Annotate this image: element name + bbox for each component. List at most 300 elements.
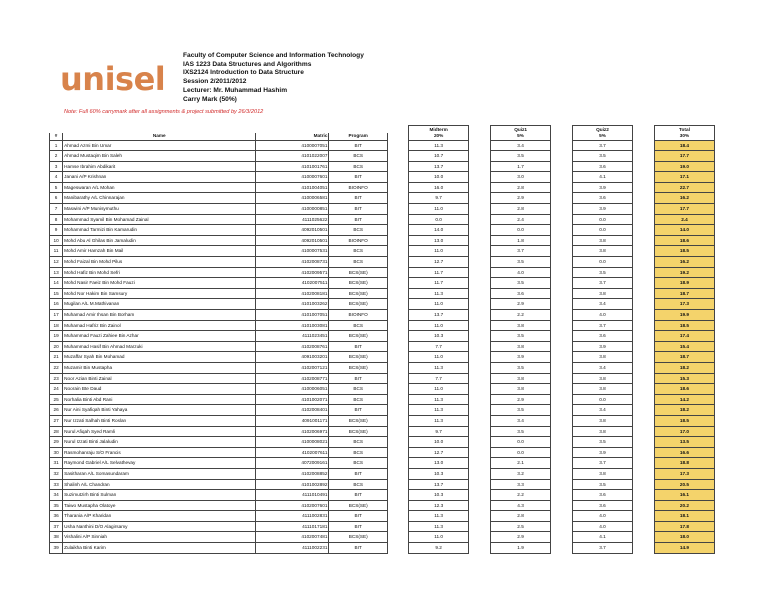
midterm-mark: 10.3 <box>409 490 469 501</box>
program-code: BIT <box>329 341 388 352</box>
total-mark: 16.2 <box>654 257 714 268</box>
row-number: 35 <box>50 500 63 511</box>
quiz1-mark: 3.8 <box>491 373 551 384</box>
table-row <box>50 468 715 479</box>
header-row <box>50 126 715 134</box>
program-code: BIT <box>329 511 388 522</box>
student-name: Ahmad Mustaqim Bin Saleh <box>63 151 256 162</box>
program-code: BCS(SE) <box>329 362 388 373</box>
program-code: BIT <box>329 373 388 384</box>
program-code: BIT <box>329 193 388 204</box>
matric-number: 4111002831 <box>256 511 329 522</box>
program-code: BCS <box>329 246 388 257</box>
quiz1-mark: 3.5 <box>491 278 551 289</box>
table-row <box>50 415 715 426</box>
quiz1-mark: 3.5 <box>491 362 551 373</box>
row-number: 12 <box>50 257 63 268</box>
quiz2-mark: 3.5 <box>573 151 633 162</box>
session-line: Session 2/2011/2012 <box>183 78 247 86</box>
row-number: 33 <box>50 479 63 490</box>
quiz2-mark: 3.9 <box>573 341 633 352</box>
row-number: 38 <box>50 532 63 543</box>
total-mark: 18.9 <box>654 278 714 289</box>
program-code: BCS(SE) <box>329 426 388 437</box>
matric-number: 4072009161 <box>256 458 329 469</box>
program-header: Program <box>329 133 388 140</box>
carry-mark-table <box>49 125 715 554</box>
matric-number: 4102008761 <box>256 341 329 352</box>
quiz2-mark: 3.8 <box>573 384 633 395</box>
total-mark: 18.4 <box>654 140 714 151</box>
quiz2-mark: 3.4 <box>573 405 633 416</box>
row-number: 6 <box>50 193 63 204</box>
row-number: 2 <box>50 151 63 162</box>
student-name: Nurul Izzati Binti Jalaludin <box>63 437 256 448</box>
midterm-mark: 11.0 <box>409 352 469 363</box>
midterm-mark: 9.7 <box>409 426 469 437</box>
midterm-mark: 11.3 <box>409 415 469 426</box>
midterm-mark: 7.7 <box>409 341 469 352</box>
quiz1-mark: 3.3 <box>491 479 551 490</box>
program-code: BCS <box>329 257 388 268</box>
student-name: Muhammad Fauzi Zahiee Bin Azhar <box>63 331 256 342</box>
program-code: BCS <box>329 458 388 469</box>
program-code: BCS <box>329 161 388 172</box>
quiz1-mark: 2.9 <box>491 394 551 405</box>
quiz2-weight: 5% <box>573 133 633 140</box>
student-name: Mohd Faizal Bin Mohd Pilus <box>63 257 256 268</box>
table-row <box>50 182 715 193</box>
table-row <box>50 257 715 268</box>
total-mark: 15.4 <box>654 341 714 352</box>
student-name: Noorain Bte Daud <box>63 384 256 395</box>
quiz1-mark: 3.5 <box>491 331 551 342</box>
total-mark: 17.3 <box>654 468 714 479</box>
student-name: Janani A/P Krishnan <box>63 172 256 183</box>
table-row <box>50 479 715 490</box>
student-name: Muzamir Bin Mustapha <box>63 362 256 373</box>
row-number: 5 <box>50 182 63 193</box>
student-name: Muzaffar Syah Bin Mohamad <box>63 352 256 363</box>
quiz2-mark: 3.9 <box>573 204 633 215</box>
row-number: 4 <box>50 172 63 183</box>
quiz2-mark: 4.0 <box>573 511 633 522</box>
quiz2-mark: 3.7 <box>573 278 633 289</box>
midterm-mark: 11.0 <box>409 532 469 543</box>
student-name: Shalinh A/L Chandran <box>63 479 256 490</box>
quiz1-mark: 1.8 <box>491 235 551 246</box>
course-line-1: IAS 1223 Data Structures and Algorithms <box>183 60 312 68</box>
matric-number: 4100007601 <box>256 172 329 183</box>
matric-number: 4101001761 <box>256 161 329 172</box>
matric-number: 4091001171 <box>256 415 329 426</box>
matric-number: 4100007531 <box>256 246 329 257</box>
quiz2-mark: 3.6 <box>573 161 633 172</box>
matric-number: 4100006051 <box>256 384 329 395</box>
matric-number: 4101002892 <box>256 479 329 490</box>
row-number: 37 <box>50 521 63 532</box>
student-name: Manibarathy A/L Chinnarajan <box>63 193 256 204</box>
quiz1-mark: 2.1 <box>491 458 551 469</box>
quiz2-mark: 3.6 <box>573 500 633 511</box>
midterm-mark: 12.7 <box>409 447 469 458</box>
total-mark: 15.3 <box>654 373 714 384</box>
student-name: Hamse Ibrahim Abdikarit <box>63 161 256 172</box>
quiz1-mark: 1.9 <box>491 543 551 554</box>
quiz2-mark: 4.1 <box>573 172 633 183</box>
midterm-mark: 11.3 <box>409 511 469 522</box>
matric-number: 4102007121 <box>256 362 329 373</box>
student-name: Usha Nanthini D/O Alagirsamy <box>63 521 256 532</box>
midterm-mark: 11.0 <box>409 320 469 331</box>
table-row <box>50 426 715 437</box>
table-row <box>50 437 715 448</box>
no-header: # <box>50 133 63 140</box>
matric-number: 4111023451 <box>256 331 329 342</box>
quiz1-mark: 0.0 <box>491 225 551 236</box>
table-row <box>50 500 715 511</box>
matric-number: 4102006971 <box>256 426 329 437</box>
student-name: Mugilan A/L M.Mathivanan <box>63 299 256 310</box>
row-number: 34 <box>50 490 63 501</box>
row-number: 32 <box>50 468 63 479</box>
table-row <box>50 193 715 204</box>
midterm-mark: 16.0 <box>409 182 469 193</box>
quiz1-mark: 2.2 <box>491 310 551 321</box>
document-heading <box>183 52 364 104</box>
total-mark: 20.5 <box>654 479 714 490</box>
student-name: Mohd Hafiz Bin Mohd Sefri <box>63 267 256 278</box>
total-mark: 18.1 <box>654 511 714 522</box>
midterm-mark: 12.3 <box>409 500 469 511</box>
row-number: 8 <box>50 214 63 225</box>
matric-number: 4092010501 <box>256 235 329 246</box>
student-name: Maswini A/P Munisymuthu <box>63 204 256 215</box>
student-name: Mohd Abu Al Ghilas Bin Jamaludin <box>63 235 256 246</box>
quiz2-mark: 0.0 <box>573 394 633 405</box>
quiz2-mark: 3.6 <box>573 490 633 501</box>
quiz2-mark: 0.0 <box>573 225 633 236</box>
quiz2-mark: 4.1 <box>573 532 633 543</box>
quiz1-mark: 2.9 <box>491 532 551 543</box>
total-mark: 18.5 <box>654 320 714 331</box>
midterm-mark: 0.0 <box>409 214 469 225</box>
total-mark: 20.2 <box>654 500 714 511</box>
table-row <box>50 362 715 373</box>
quiz1-mark: 4.0 <box>491 267 551 278</box>
table-row <box>50 352 715 363</box>
total-mark: 18.7 <box>654 288 714 299</box>
matric-number: 4102008401 <box>256 405 329 416</box>
course-line-2: IXS2124 Introduction to Data Structure <box>183 69 304 77</box>
quiz2-mark: 4.0 <box>573 310 633 321</box>
unisel-logo: unisel <box>60 60 166 98</box>
program-code: BCS(SE) <box>329 278 388 289</box>
quiz2-mark: 3.5 <box>573 479 633 490</box>
row-number: 9 <box>50 225 63 236</box>
matric-number: 4101002071 <box>256 394 329 405</box>
program-code: BIT <box>329 140 388 151</box>
total-mark: 17.7 <box>654 204 714 215</box>
total-mark: 16.1 <box>654 490 714 501</box>
matric-number: 4100008021 <box>256 437 329 448</box>
matric-number: 4102008731 <box>256 257 329 268</box>
program-code: BCS(SE) <box>329 500 388 511</box>
matric-number: 4101007051 <box>256 310 329 321</box>
matric-number: 4111002231 <box>256 543 329 554</box>
table-row <box>50 172 715 183</box>
quiz1-header: Quiz1 <box>491 126 551 134</box>
table-row <box>50 310 715 321</box>
row-number: 13 <box>50 267 63 278</box>
midterm-mark: 11.7 <box>409 278 469 289</box>
program-code: BCS <box>329 151 388 162</box>
matric-number: 4102009571 <box>256 267 329 278</box>
program-code: BCS <box>329 479 388 490</box>
total-mark: 17.4 <box>654 331 714 342</box>
student-name: Zulaikha Binti Karim <box>63 543 256 554</box>
student-name: Vishalini A/P Sinniah <box>63 532 256 543</box>
midterm-mark: 11.0 <box>409 384 469 395</box>
quiz1-mark: 2.8 <box>491 204 551 215</box>
total-mark: 16.6 <box>654 447 714 458</box>
midterm-mark: 9.7 <box>409 193 469 204</box>
table-row <box>50 532 715 543</box>
quiz2-mark: 3.4 <box>573 299 633 310</box>
total-header: Total <box>654 126 714 134</box>
program-code: BCS(SE) <box>329 331 388 342</box>
total-mark: 19.0 <box>654 161 714 172</box>
student-name: Raymond Gabriel A/L Selvathevay <box>63 458 256 469</box>
matric-number: 4101003081 <box>256 320 329 331</box>
matric-number: 4100006581 <box>256 193 329 204</box>
student-name: Suzimutzirh Binti Sulman <box>63 490 256 501</box>
matric-number: 4101004051 <box>256 182 329 193</box>
student-name: Muhamad Hafriz Bin Zainol <box>63 320 256 331</box>
matric-number: 4100007051 <box>256 140 329 151</box>
program-code: BIT <box>329 204 388 215</box>
quiz2-mark: 0.0 <box>573 257 633 268</box>
quiz2-mark: 3.6 <box>573 331 633 342</box>
midterm-mark: 11.0 <box>409 246 469 257</box>
quiz2-mark: 3.6 <box>573 193 633 204</box>
midterm-mark: 13.7 <box>409 479 469 490</box>
matric-number: 4102007481 <box>256 532 329 543</box>
program-code: BCS(SE) <box>329 352 388 363</box>
program-code: BCS <box>329 320 388 331</box>
row-number: 7 <box>50 204 63 215</box>
quiz2-mark: 3.5 <box>573 267 633 278</box>
total-mark: 14.9 <box>654 543 714 554</box>
midterm-mark: 11.3 <box>409 288 469 299</box>
row-number: 22 <box>50 362 63 373</box>
midterm-mark: 11.0 <box>409 204 469 215</box>
quiz1-mark: 3.8 <box>491 320 551 331</box>
midterm-mark: 13.0 <box>409 235 469 246</box>
midterm-mark: 13.7 <box>409 310 469 321</box>
program-code: BIT <box>329 214 388 225</box>
student-name: Sasitharan A/L Somasundaram <box>63 468 256 479</box>
matric-number: 4101003262 <box>256 299 329 310</box>
program-code: BIOINFO <box>329 182 388 193</box>
table-row <box>50 246 715 257</box>
quiz1-mark: 2.9 <box>491 193 551 204</box>
row-number: 17 <box>50 310 63 321</box>
total-mark: 14.0 <box>654 225 714 236</box>
program-code: BCS <box>329 447 388 458</box>
quiz1-mark: 3.5 <box>491 426 551 437</box>
quiz2-mark: 3.9 <box>573 447 633 458</box>
table-row <box>50 373 715 384</box>
quiz2-header: Quiz2 <box>573 126 633 134</box>
quiz1-weight: 5% <box>491 133 551 140</box>
matric-number: 4102007601 <box>256 500 329 511</box>
quiz1-mark: 3.6 <box>491 288 551 299</box>
student-name: Noor Azian Binti Zainal <box>63 373 256 384</box>
total-mark: 13.5 <box>654 437 714 448</box>
lecturer-line: Lecturer: Mr. Muhammad Hashim <box>183 86 288 94</box>
matric-number: 4111017181 <box>256 521 329 532</box>
matric-number: 4091003201 <box>256 352 329 363</box>
total-mark: 18.6 <box>654 384 714 395</box>
program-code: BCS(SE) <box>329 267 388 278</box>
student-name: Mohammad Tarmizi Bin Kamarudin <box>63 225 256 236</box>
table-row <box>50 511 715 522</box>
total-mark: 17.8 <box>654 521 714 532</box>
quiz1-mark: 2.8 <box>491 511 551 522</box>
row-number: 11 <box>50 246 63 257</box>
row-number: 39 <box>50 543 63 554</box>
row-number: 31 <box>50 458 63 469</box>
student-name: Muhamad Amir Ihsan Bin Borham <box>63 310 256 321</box>
quiz1-mark: 2.9 <box>491 299 551 310</box>
total-mark: 17.0 <box>654 426 714 437</box>
midterm-mark: 10.7 <box>409 151 469 162</box>
quiz2-mark: 3.8 <box>573 288 633 299</box>
table-row <box>50 288 715 299</box>
midterm-mark: 13.0 <box>409 458 469 469</box>
quiz2-mark: 3.9 <box>573 182 633 193</box>
student-name: Rasmohanraju S/O Francis <box>63 447 256 458</box>
table-row <box>50 405 715 416</box>
student-name: Mohd Nasir Faeiz Bin Mohd Fauzi <box>63 278 256 289</box>
quiz2-mark: 3.8 <box>573 426 633 437</box>
table-row <box>50 394 715 405</box>
program-code: BIOINFO <box>329 235 388 246</box>
midterm-mark: 14.0 <box>409 225 469 236</box>
total-mark: 16.2 <box>654 193 714 204</box>
row-number: 30 <box>50 447 63 458</box>
row-number: 16 <box>50 299 63 310</box>
quiz1-mark: 3.0 <box>491 172 551 183</box>
student-name: Norhalia Binti Abd Rani <box>63 394 256 405</box>
midterm-weight: 20% <box>409 133 469 140</box>
total-mark: 14.2 <box>654 394 714 405</box>
matric-number: 4111025622 <box>256 214 329 225</box>
total-mark: 22.7 <box>654 182 714 193</box>
program-code: BCS <box>329 384 388 395</box>
total-mark: 19.2 <box>654 267 714 278</box>
table-row <box>50 447 715 458</box>
row-number: 23 <box>50 373 63 384</box>
total-mark: 18.0 <box>654 532 714 543</box>
total-mark: 18.2 <box>654 362 714 373</box>
quiz2-mark: 3.8 <box>573 468 633 479</box>
table-row <box>50 161 715 172</box>
submission-note: Note: Full 60% carrymark after all assignments & project submitted by 26/3/2012 <box>64 109 264 115</box>
row-number: 18 <box>50 320 63 331</box>
quiz2-mark: 3.4 <box>573 362 633 373</box>
row-number: 24 <box>50 384 63 395</box>
midterm-mark: 11.3 <box>409 394 469 405</box>
total-mark: 18.8 <box>654 458 714 469</box>
program-code: BIT <box>329 521 388 532</box>
program-code: BIT <box>329 543 388 554</box>
midterm-mark: 7.7 <box>409 373 469 384</box>
quiz1-mark: 2.4 <box>491 214 551 225</box>
matric-number: 4100000851 <box>256 204 329 215</box>
quiz1-mark: 3.4 <box>491 140 551 151</box>
table-row <box>50 151 715 162</box>
total-weight: 30% <box>654 133 714 140</box>
matric-number: 4101022007 <box>256 151 329 162</box>
student-name: Mohd Nor Hakim Bin Samsury <box>63 288 256 299</box>
program-code: BCS <box>329 437 388 448</box>
quiz2-mark: 3.7 <box>573 458 633 469</box>
quiz1-mark: 3.8 <box>491 341 551 352</box>
quiz2-mark: 3.7 <box>573 320 633 331</box>
student-name: Mohammad Syamil Bin Mohamad Zainal <box>63 214 256 225</box>
student-name: Mageswaran A/L Mohan <box>63 182 256 193</box>
row-number: 36 <box>50 511 63 522</box>
table-row <box>50 543 715 554</box>
carry-mark-line: Carry Mark (50%) <box>183 95 237 103</box>
quiz1-mark: 2.2 <box>491 490 551 501</box>
row-number: 15 <box>50 288 63 299</box>
matric-number: 4102008771 <box>256 373 329 384</box>
matric-number: 4111010491 <box>256 490 329 501</box>
table-row <box>50 384 715 395</box>
program-code: BCS(SE) <box>329 532 388 543</box>
table-row <box>50 140 715 151</box>
program-code: BIT <box>329 172 388 183</box>
row-number: 10 <box>50 235 63 246</box>
student-name: Nur Aini Syafiqah Binti Yahaya <box>63 405 256 416</box>
quiz1-mark: 0.0 <box>491 437 551 448</box>
total-mark: 18.7 <box>654 352 714 363</box>
table-row <box>50 235 715 246</box>
midterm-mark: 11.7 <box>409 267 469 278</box>
quiz1-mark: 3.8 <box>491 384 551 395</box>
quiz1-mark: 2.5 <box>491 521 551 532</box>
quiz2-mark: 3.8 <box>573 235 633 246</box>
weight-row <box>50 133 715 140</box>
total-mark: 19.9 <box>654 310 714 321</box>
quiz1-mark: 0.0 <box>491 447 551 458</box>
program-code: BCS(SE) <box>329 299 388 310</box>
program-code: BCS(SE) <box>329 288 388 299</box>
midterm-mark: 11.3 <box>409 362 469 373</box>
table-row <box>50 278 715 289</box>
program-code: BIT <box>329 490 388 501</box>
matric-number: 4102007611 <box>256 447 329 458</box>
midterm-mark: 11.3 <box>409 405 469 416</box>
matric-number: 4102008181 <box>256 288 329 299</box>
program-code: BIT <box>329 405 388 416</box>
total-mark: 17.3 <box>654 299 714 310</box>
row-number: 27 <box>50 415 63 426</box>
midterm-mark: 10.3 <box>409 331 469 342</box>
